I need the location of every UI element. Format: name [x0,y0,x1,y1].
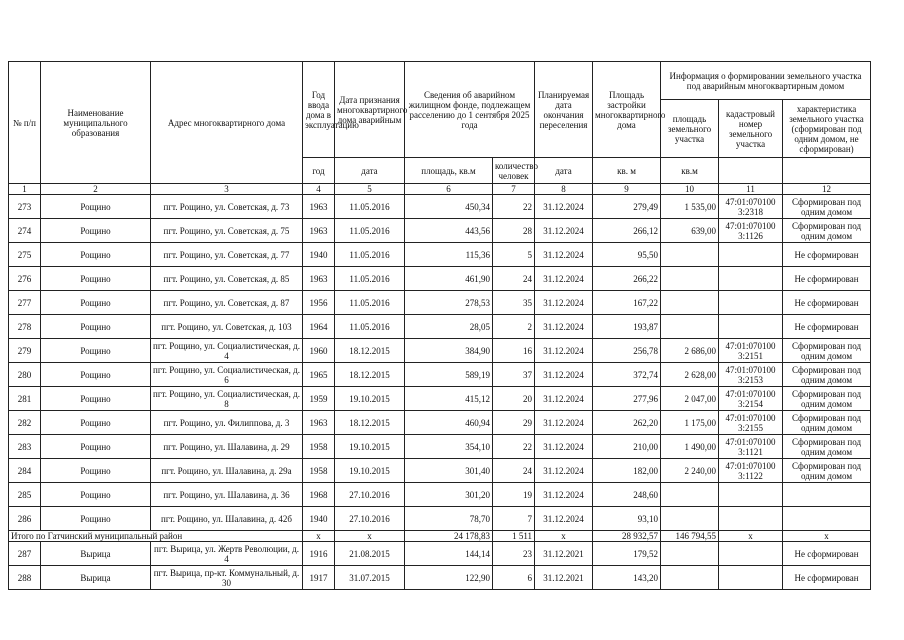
cell-fund-area: 384,90 [405,339,493,363]
col-number: 5 [335,184,405,195]
unit-cad [719,158,783,184]
cell-people-count: 29 [493,411,535,435]
cell-planned-date: 31.12.2024 [535,339,593,363]
cell-date-recognition: 18.12.2015 [335,411,405,435]
cell-cadastral-number [719,566,783,590]
cell-people-count: 16 [493,339,535,363]
cell-land-characteristic: Сформирован под одним домом [783,459,871,483]
table-row [9,435,871,459]
cell-land-area [661,483,719,507]
cell-fund-area: 301,40 [405,459,493,483]
cell-year: 1965 [303,363,335,387]
table-row [9,542,871,566]
cell-cadastral-number: 47:01:070100 3:1121 [719,435,783,459]
cell-land-characteristic: Сформирован под одним домом [783,363,871,387]
total-build: 28 932,57 [593,531,661,542]
cell-year: 1956 [303,291,335,315]
cell-date-recognition: 27.10.2016 [335,507,405,531]
cell-date-recognition: 19.10.2015 [335,459,405,483]
cell-row-num: 278 [9,315,41,339]
cell-people-count: 35 [493,291,535,315]
cell-cadastral-number: 47:01:070100 3:2154 [719,387,783,411]
cell-planned-date: 31.12.2024 [535,483,593,507]
cell-building-area: 210,00 [593,435,661,459]
total-date: x [335,531,405,542]
cell-row-num: 288 [9,566,41,590]
cell-planned-date: 31.12.2021 [535,566,593,590]
cell-municipality: Рощино [41,459,151,483]
cell-land-area: 1 535,00 [661,195,719,219]
cell-cadastral-number: 47:01:070100 3:2318 [719,195,783,219]
cell-building-area: 256,78 [593,339,661,363]
header-land-char: характеристика земельного участка (сформирован под одним домом, не сформирован) [783,100,871,158]
unit-area: площадь, кв.м [405,158,493,184]
col-number: 3 [151,184,303,195]
cell-fund-area: 28,05 [405,315,493,339]
cell-building-area: 266,12 [593,219,661,243]
cell-building-area: 193,87 [593,315,661,339]
cell-land-characteristic: Сформирован под одним домом [783,435,871,459]
cell-people-count: 20 [493,387,535,411]
cell-date-recognition: 19.10.2015 [335,435,405,459]
cell-year: 1964 [303,315,335,339]
table-row [9,243,871,267]
unit-year: год [303,158,335,184]
cell-year: 1960 [303,339,335,363]
cell-planned-date: 31.12.2024 [535,387,593,411]
cell-planned-date: 31.12.2021 [535,542,593,566]
cell-date-recognition: 11.05.2016 [335,195,405,219]
cell-row-num: 282 [9,411,41,435]
cell-year: 1958 [303,435,335,459]
cell-cadastral-number [719,291,783,315]
total-people: 1 511 [493,531,535,542]
cell-year: 1963 [303,267,335,291]
cell-fund-area: 78,70 [405,507,493,531]
total-land: 146 794,55 [661,531,719,542]
cell-fund-area: 144,14 [405,542,493,566]
table-row [9,219,871,243]
cell-row-num: 286 [9,507,41,531]
cell-building-area: 277,96 [593,387,661,411]
cell-land-characteristic: Не сформирован [783,267,871,291]
cell-row-num: 281 [9,387,41,411]
cell-cadastral-number [719,542,783,566]
cell-date-recognition: 18.12.2015 [335,339,405,363]
cell-planned-date: 31.12.2024 [535,507,593,531]
cell-land-area [661,267,719,291]
header-fund: Сведения об аварийном жилищном фонде, подлежащем расселению до 1 сентября 2025 года [405,62,535,158]
cell-date-recognition: 19.10.2015 [335,387,405,411]
cell-address: пгт. Рощино, ул. Филиппова, д. 3 [151,411,303,435]
column-numbers-row [9,184,871,195]
cell-people-count: 7 [493,507,535,531]
cell-fund-area: 354,10 [405,435,493,459]
cell-land-characteristic: Не сформирован [783,566,871,590]
cell-land-area: 2 240,00 [661,459,719,483]
table-row [9,339,871,363]
cell-year: 1958 [303,459,335,483]
header-cadastral: кадастровый номер земельного участка [719,100,783,158]
total-year: x [303,531,335,542]
header-date-recognition: Дата признания многоквартирного дома аварийным [335,62,405,158]
cell-planned-date: 31.12.2024 [535,291,593,315]
cell-municipality: Рощино [41,387,151,411]
cell-municipality: Рощино [41,291,151,315]
table-row [9,363,871,387]
unit-plan: дата [535,158,593,184]
cell-date-recognition: 31.07.2015 [335,566,405,590]
cell-land-area: 2 047,00 [661,387,719,411]
table-row [9,195,871,219]
cell-land-characteristic: Не сформирован [783,315,871,339]
cell-year: 1968 [303,483,335,507]
header-land-info: Информация о формировании земельного участка под аварийным многоквартирным домом [661,62,871,100]
table-row [9,387,871,411]
cell-land-characteristic: Не сформирован [783,542,871,566]
cell-row-num: 284 [9,459,41,483]
table-row [9,459,871,483]
col-number: 6 [405,184,493,195]
cell-building-area: 266,22 [593,267,661,291]
unit-char [783,158,871,184]
total-label: Итого по Гатчинский муниципальный район [9,531,303,542]
unit-land: кв.м [661,158,719,184]
cell-address: пгт. Рощино, ул. Социалистическая, д. 4 [151,339,303,363]
cell-people-count: 22 [493,435,535,459]
cell-fund-area: 589,19 [405,363,493,387]
cell-building-area: 279,49 [593,195,661,219]
cell-year: 1959 [303,387,335,411]
cell-date-recognition: 11.05.2016 [335,219,405,243]
cell-address: пгт. Рощино, ул. Шалавина, д. 36 [151,483,303,507]
cell-planned-date: 31.12.2024 [535,195,593,219]
cell-land-area: 2 686,00 [661,339,719,363]
cell-fund-area: 460,94 [405,411,493,435]
cell-land-area: 1 175,00 [661,411,719,435]
col-number: 10 [661,184,719,195]
cell-row-num: 274 [9,219,41,243]
cell-cadastral-number [719,507,783,531]
col-number: 7 [493,184,535,195]
cell-building-area: 93,10 [593,507,661,531]
cell-municipality: Рощино [41,243,151,267]
cell-municipality: Рощино [41,195,151,219]
cell-land-characteristic: Сформирован под одним домом [783,219,871,243]
total-area: 24 178,83 [405,531,493,542]
cell-building-area: 143,20 [593,566,661,590]
cell-people-count: 37 [493,363,535,387]
cell-row-num: 277 [9,291,41,315]
housing-table [8,61,871,590]
cell-building-area: 167,22 [593,291,661,315]
total-row [9,531,871,542]
cell-row-num: 280 [9,363,41,387]
cell-land-area [661,291,719,315]
cell-fund-area: 278,53 [405,291,493,315]
cell-building-area: 248,60 [593,483,661,507]
cell-land-characteristic: Не сформирован [783,243,871,267]
cell-people-count: 6 [493,566,535,590]
cell-address: пгт. Рощино, ул. Советская, д. 103 [151,315,303,339]
cell-fund-area: 415,12 [405,387,493,411]
header-year: Год ввода дома в эксплуатацию [303,62,335,158]
col-number: 12 [783,184,871,195]
cell-address: пгт. Рощино, ул. Советская, д. 73 [151,195,303,219]
cell-address: пгт. Рощино, ул. Шалавина, д. 29 [151,435,303,459]
cell-date-recognition: 27.10.2016 [335,483,405,507]
table-row [9,566,871,590]
cell-municipality: Вырица [41,542,151,566]
cell-municipality: Рощино [41,507,151,531]
cell-year: 1963 [303,195,335,219]
cell-land-characteristic: Сформирован под одним домом [783,195,871,219]
cell-cadastral-number: 47:01:070100 3:2153 [719,363,783,387]
table-row [9,411,871,435]
cell-land-area [661,566,719,590]
cell-building-area: 95,50 [593,243,661,267]
cell-people-count: 23 [493,542,535,566]
table-row [9,291,871,315]
cell-cadastral-number: 47:01:070100 3:2151 [719,339,783,363]
cell-address: пгт. Вырица, ул. Жертв Революции, д. 4 [151,542,303,566]
cell-municipality: Рощино [41,267,151,291]
cell-municipality: Рощино [41,339,151,363]
cell-land-characteristic: Не сформирован [783,291,871,315]
cell-row-num: 287 [9,542,41,566]
cell-address: пгт. Вырица, пр-кт. Коммунальный, д. 30 [151,566,303,590]
cell-land-area [661,315,719,339]
table-row [9,483,871,507]
cell-address: пгт. Рощино, ул. Шалавина, д. 29а [151,459,303,483]
cell-row-num: 273 [9,195,41,219]
cell-municipality: Рощино [41,411,151,435]
cell-address: пгт. Рощино, ул. Социалистическая, д. 6 [151,363,303,387]
cell-address: пгт. Рощино, ул. Советская, д. 75 [151,219,303,243]
cell-row-num: 276 [9,267,41,291]
cell-land-characteristic [783,483,871,507]
cell-municipality: Рощино [41,363,151,387]
cell-address: пгт. Рощино, ул. Социалистическая, д. 8 [151,387,303,411]
cell-cadastral-number [719,483,783,507]
col-number: 11 [719,184,783,195]
cell-fund-area: 115,36 [405,243,493,267]
unit-build: кв. м [593,158,661,184]
cell-date-recognition: 18.12.2015 [335,363,405,387]
cell-row-num: 283 [9,435,41,459]
cell-land-area: 2 628,00 [661,363,719,387]
cell-people-count: 24 [493,459,535,483]
table-row [9,507,871,531]
cell-cadastral-number [719,243,783,267]
cell-planned-date: 31.12.2024 [535,411,593,435]
cell-planned-date: 31.12.2024 [535,219,593,243]
cell-people-count: 24 [493,267,535,291]
cell-municipality: Рощино [41,435,151,459]
cell-planned-date: 31.12.2024 [535,363,593,387]
cell-planned-date: 31.12.2024 [535,315,593,339]
cell-building-area: 262,20 [593,411,661,435]
cell-address: пгт. Рощино, ул. Шалавина, д. 42б [151,507,303,531]
cell-row-num: 275 [9,243,41,267]
cell-municipality: Рощино [41,219,151,243]
cell-fund-area: 301,20 [405,483,493,507]
header-planned-date: Планируемая дата окончания переселения [535,62,593,158]
cell-fund-area: 461,90 [405,267,493,291]
total-cad: x [719,531,783,542]
cell-year: 1963 [303,411,335,435]
cell-address: пгт. Рощино, ул. Советская, д. 85 [151,267,303,291]
cell-planned-date: 31.12.2024 [535,459,593,483]
cell-land-area [661,542,719,566]
cell-date-recognition: 11.05.2016 [335,315,405,339]
cell-cadastral-number [719,267,783,291]
header-land-area: площадь земельного участка [661,100,719,158]
cell-cadastral-number: 47:01:070100 3:1126 [719,219,783,243]
cell-municipality: Вырица [41,566,151,590]
cell-year: 1940 [303,243,335,267]
cell-planned-date: 31.12.2024 [535,267,593,291]
cell-fund-area: 450,34 [405,195,493,219]
col-number: 8 [535,184,593,195]
col-number: 1 [9,184,41,195]
cell-land-area [661,507,719,531]
cell-building-area: 372,74 [593,363,661,387]
cell-land-area: 1 490,00 [661,435,719,459]
cell-address: пгт. Рощино, ул. Советская, д. 77 [151,243,303,267]
cell-fund-area: 122,90 [405,566,493,590]
cell-land-characteristic: Сформирован под одним домом [783,339,871,363]
cell-date-recognition: 11.05.2016 [335,291,405,315]
cell-people-count: 28 [493,219,535,243]
cell-year: 1963 [303,219,335,243]
cell-cadastral-number: 47:01:070100 3:1122 [719,459,783,483]
header-municipality: Наименование муниципального образования [41,62,151,184]
cell-land-characteristic: Сформирован под одним домом [783,411,871,435]
cell-municipality: Рощино [41,315,151,339]
col-number: 2 [41,184,151,195]
cell-people-count: 22 [493,195,535,219]
cell-municipality: Рощино [41,483,151,507]
table-row [9,315,871,339]
col-number: 4 [303,184,335,195]
col-number: 9 [593,184,661,195]
cell-row-num: 285 [9,483,41,507]
cell-land-area [661,243,719,267]
cell-date-recognition: 21.08.2015 [335,542,405,566]
unit-people: количество человек [493,158,535,184]
cell-address: пгт. Рощино, ул. Советская, д. 87 [151,291,303,315]
cell-planned-date: 31.12.2024 [535,435,593,459]
cell-fund-area: 443,56 [405,219,493,243]
cell-people-count: 2 [493,315,535,339]
cell-year: 1940 [303,507,335,531]
cell-date-recognition: 11.05.2016 [335,267,405,291]
cell-row-num: 279 [9,339,41,363]
cell-date-recognition: 11.05.2016 [335,243,405,267]
cell-cadastral-number [719,315,783,339]
header-address: Адрес многоквартирного дома [151,62,303,184]
cell-land-characteristic [783,507,871,531]
cell-land-characteristic: Сформирован под одним домом [783,387,871,411]
cell-cadastral-number: 47:01:070100 3:2155 [719,411,783,435]
cell-planned-date: 31.12.2024 [535,243,593,267]
total-char: x [783,531,871,542]
header-num: № п/п [9,62,41,184]
cell-year: 1917 [303,566,335,590]
table-row [9,267,871,291]
cell-people-count: 5 [493,243,535,267]
cell-land-area: 639,00 [661,219,719,243]
unit-date: дата [335,158,405,184]
header-building-area: Площадь застройки многоквартирного дома [593,62,661,158]
cell-building-area: 182,00 [593,459,661,483]
cell-year: 1916 [303,542,335,566]
cell-building-area: 179,52 [593,542,661,566]
total-plan: x [535,531,593,542]
cell-people-count: 19 [493,483,535,507]
